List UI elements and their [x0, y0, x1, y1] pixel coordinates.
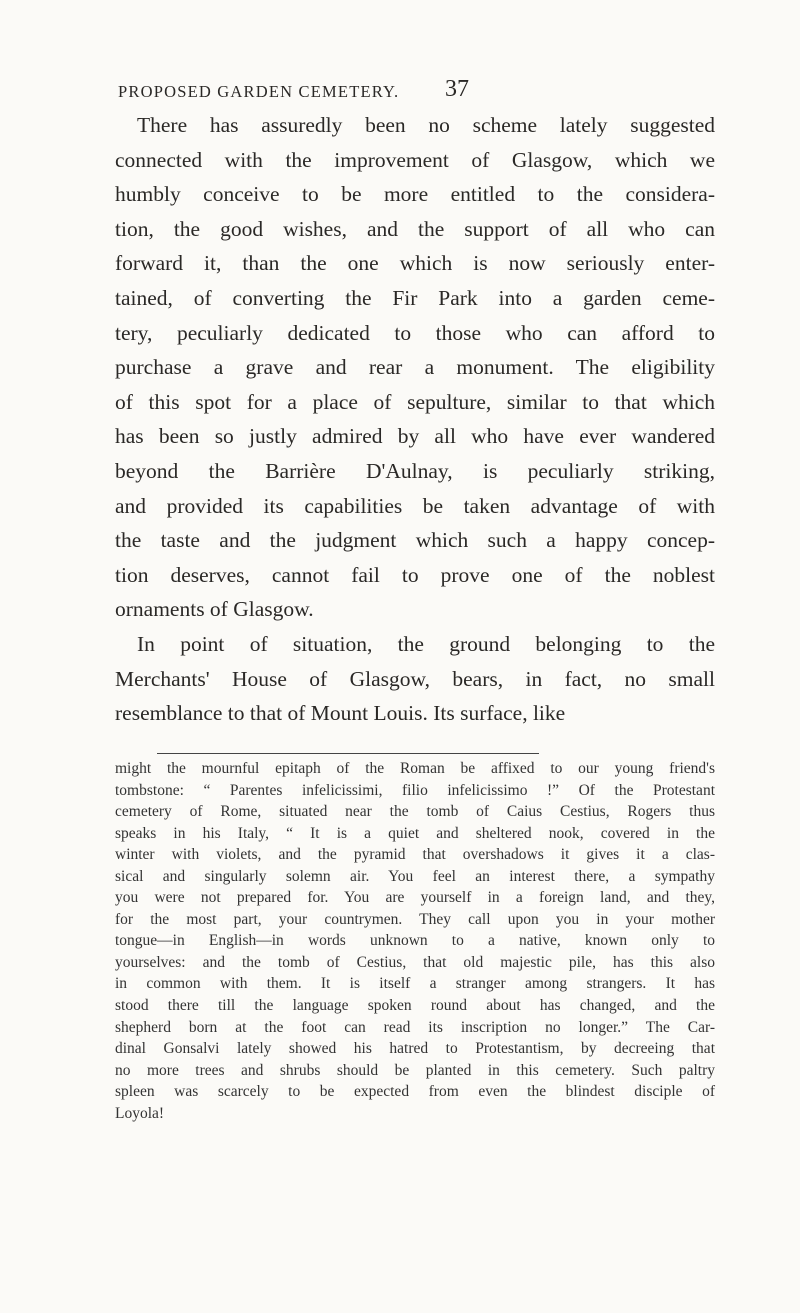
- footnote-divider: [157, 753, 539, 754]
- footnote-line: in common with them. It is itself a stranger among strangers. It has: [115, 975, 715, 993]
- footnote-line: speaks in his Italy, “ It is a quiet and sheltered nook, covered in the: [115, 824, 715, 842]
- text-line: of this spot for a place of sepulture, similar to that which: [115, 389, 715, 414]
- text-line: and provided its capabilities be taken advantage of with: [115, 493, 715, 518]
- footnote-line: you were not prepared for. You are yourself in a foreign land, and they,: [115, 889, 715, 907]
- text-line: beyond the Barrière D'Aulnay, is peculiarly striking,: [115, 458, 715, 483]
- text-line: tion deserves, cannot fail to prove one of the noblest: [115, 562, 715, 587]
- footnote-line: might the mournful epitaph of the Roman be affixed to our young friend's: [115, 760, 715, 777]
- main-text: [115, 108, 715, 731]
- text-line: connected with the improvement of Glasgow, which we: [115, 147, 715, 172]
- text-line: purchase a grave and rear a monument. The eligibility: [115, 355, 715, 380]
- text-line: tained, of converting the Fir Park into a garden ceme-: [115, 285, 715, 310]
- footnote-line: dinal Gonsalvi lately showed his hatred to Protestantism, by decreeing that: [115, 1040, 715, 1058]
- footnote-line: no more trees and shrubs should be planted in this cemetery. Such paltry: [115, 1061, 715, 1079]
- running-title: PROPOSED GARDEN CEMETERY.: [118, 82, 400, 101]
- text-line: resemblance to that of Mount Louis. Its surface, like: [115, 701, 566, 726]
- text-line: ornaments of Glasgow.: [115, 597, 314, 622]
- text-line: There has assuredly been no scheme lately suggested: [137, 113, 715, 137]
- text-line: forward it, than the one which is now seriously enter-: [115, 251, 715, 276]
- text-line: tery, peculiarly dedicated to those who can afford to: [115, 320, 715, 345]
- text-line: humbly conceive to be more entitled to the considera-: [115, 182, 715, 207]
- footnote-line: for the most part, your countrymen. They call upon you in your mother: [115, 910, 715, 928]
- footnote-line: Loyola!: [115, 1104, 165, 1122]
- footnote-line: cemetery of Rome, situated near the tomb of Caius Cestius, Rogers thus: [115, 803, 715, 821]
- footnote: [115, 758, 715, 1124]
- text-line: the taste and the judgment which such a happy concep-: [115, 528, 715, 553]
- page-number: 37: [445, 76, 469, 102]
- footnote-line: shepherd born at the foot can read its inscription no longer.” The Car-: [115, 1018, 715, 1036]
- text-line: tion, the good wishes, and the support of all who can: [115, 216, 715, 241]
- text-line: In point of situation, the ground belonging to the: [137, 631, 715, 656]
- text-line: Merchants' House of Glasgow, bears, in fact, no small: [115, 666, 715, 691]
- footnote-line: stood there till the language spoken round about has changed, and the: [115, 997, 715, 1015]
- footnote-line: winter with violets, and the pyramid that overshadows it gives it a clas-: [115, 846, 715, 864]
- text-line: has been so justly admired by all who have ever wandered: [115, 424, 715, 449]
- footnote-line: tongue—in English—in words unknown to a native, known only to: [115, 932, 715, 950]
- footnote-line: spleen was scarcely to be expected from even the blindest disciple of: [115, 1083, 715, 1101]
- footnote-line: yourselves: and the tomb of Cestius, that old majestic pile, has this also: [115, 953, 715, 971]
- footnote-line: sical and singularly solemn air. You feel an interest there, a sympathy: [115, 867, 715, 885]
- footnote-line: tombstone: “ Parentes infelicissimi, filio infelicissimo !” Of the Protestant: [115, 781, 715, 799]
